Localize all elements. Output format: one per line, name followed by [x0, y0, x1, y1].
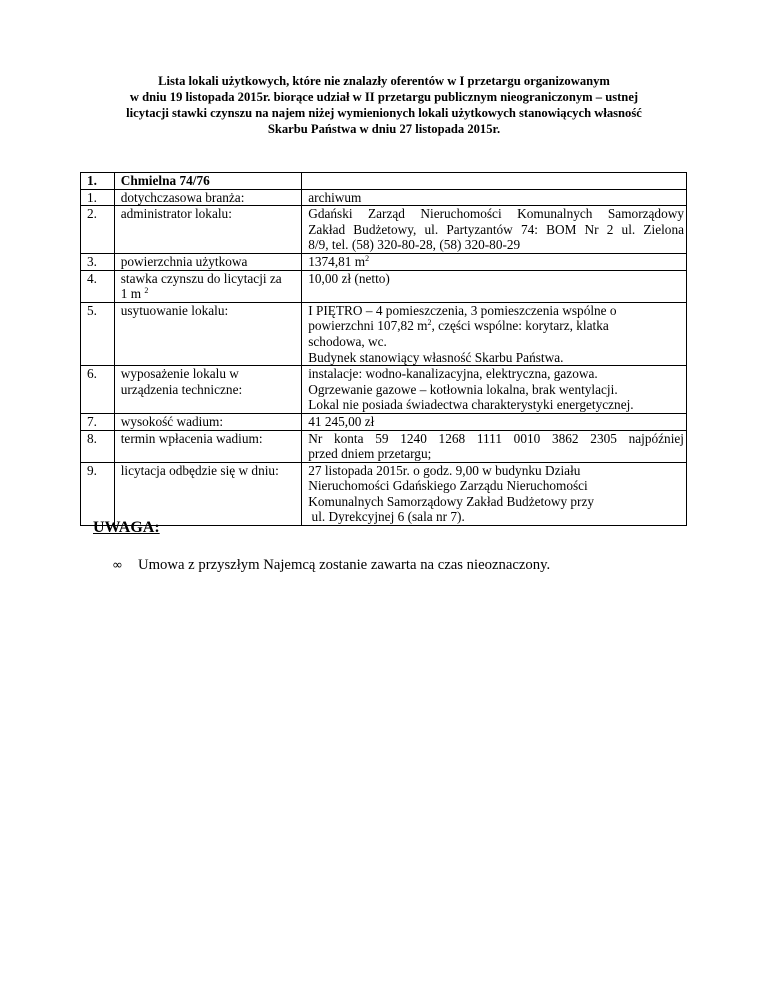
row-number: 9.	[81, 462, 115, 525]
row-label	[114, 430, 302, 462]
value-line: archiwum	[308, 189, 362, 205]
row-value	[302, 462, 687, 525]
row-number: 8.	[81, 430, 115, 462]
title-line: licytacji stawki czynszu na najem niżej wymienionych lokali użytkowych stanowiących własność	[126, 106, 642, 120]
row-value	[302, 206, 687, 254]
value-line: schodowa, wc.	[308, 333, 387, 349]
row-label	[114, 413, 302, 430]
table-row	[81, 206, 687, 254]
row-label	[114, 302, 302, 365]
value-line: przed dniem przetargu;	[308, 446, 432, 462]
value-text: , części wspólne: korytarz, klatka	[431, 318, 609, 334]
row-value	[302, 253, 687, 270]
title-line: w dniu 19 listopada 2015r. biorące udział w II przetargu publicznym nieograniczonym – ustnej	[129, 90, 639, 104]
value-line: Nieruchomości Gdańskiego Zarządu Nieruchomości	[308, 478, 588, 494]
value-line: 10,00 zł (netto)	[308, 270, 390, 286]
row-label	[114, 206, 302, 254]
value-line: Ogrzewanie gazowe – kotłownia lokalna, brak wentylacji.	[308, 381, 618, 397]
infinity-bullet-icon: ∞	[112, 558, 123, 573]
value-line: Zakład Budżetowy, ul. Partyzantów 74: BOM Nr 2 ul. Zielona	[308, 221, 684, 237]
row-number: 1.	[81, 189, 115, 206]
row-number: 7.	[81, 413, 115, 430]
row-value	[302, 270, 687, 302]
unit-text: 1 m	[120, 286, 142, 302]
label-line: wysokość wadium:	[120, 413, 224, 429]
row-label	[114, 270, 302, 302]
row-value	[302, 302, 687, 365]
table-row	[81, 413, 687, 430]
value-line: Nr konta 59 1240 1268 1111 0010 3862 2305 najpóźniej	[308, 430, 684, 446]
value-line: Gdański Zarząd Nieruchomości Komunalnych Samorządowy	[308, 206, 684, 222]
title-line: Skarbu Państwa w dniu 27 listopada 2015r.	[267, 122, 501, 136]
row-number: 2.	[81, 206, 115, 254]
row-value	[302, 430, 687, 462]
document-title	[96, 73, 672, 137]
row-number: 6.	[81, 366, 115, 414]
value-line: 27 listopada 2015r. o godz. 9,00 w budynku Działu	[308, 462, 581, 478]
area-value: 1374,81 m	[308, 253, 366, 269]
row-label	[114, 253, 302, 270]
row-value	[302, 413, 687, 430]
label-line: stawka czynszu do licytacji za	[120, 270, 282, 286]
value-line: 41 245,00 zł	[308, 413, 375, 429]
value-line: Lokal nie posiada świadectwa charakterystyki energetycznej.	[308, 397, 634, 413]
table-row	[81, 366, 687, 414]
label-line: urządzenia techniczne:	[120, 381, 243, 397]
value-line: Komunalnych Samorządowy Zakład Budżetowy przy	[308, 493, 595, 509]
header-number: 1.	[81, 173, 115, 190]
notice-item	[112, 557, 550, 574]
row-label	[114, 462, 302, 525]
value-line: 8/9, tel. (58) 320-80-28, (58) 320-80-29	[308, 237, 521, 253]
row-number: 4.	[81, 270, 115, 302]
table-row	[81, 462, 687, 525]
table-header-row	[81, 173, 687, 190]
superscript: 2	[427, 318, 432, 328]
row-value	[302, 189, 687, 206]
row-number: 3.	[81, 253, 115, 270]
value-line: ul. Dyrekcyjnej 6 (sala nr 7).	[308, 509, 465, 525]
row-value	[302, 366, 687, 414]
label-line: usytuowanie lokalu:	[120, 302, 229, 318]
title-line: Lista lokali użytkowych, które nie znalazły oferentów w I przetargu organizowanym	[158, 74, 610, 88]
notice-text: Umowa z przyszłym Najemcą zostanie zawarta na czas nieoznaczony.	[138, 557, 551, 573]
notice-heading: UWAGA:	[93, 519, 160, 536]
label-line: licytacja odbędzie się w dniu:	[120, 462, 279, 478]
row-label	[114, 366, 302, 414]
table-row	[81, 270, 687, 302]
table-row	[81, 302, 687, 365]
address-heading: Chmielna 74/76	[114, 173, 302, 190]
label-line: administrator lokalu:	[120, 206, 232, 222]
value-line	[308, 318, 684, 334]
header-empty-cell	[302, 173, 687, 190]
label-line	[121, 286, 300, 302]
label-line: termin wpłacenia wadium:	[120, 430, 263, 446]
superscript: 2	[144, 286, 149, 296]
row-label	[114, 189, 302, 206]
value-line: I PIĘTRO – 4 pomieszczenia, 3 pomieszczenia wspólne o	[308, 302, 617, 318]
label-line: powierzchnia użytkowa	[120, 253, 248, 269]
table-row	[81, 189, 687, 206]
value-line: instalacje: wodno-kanalizacyjna, elektryczna, gazowa.	[308, 366, 598, 382]
value-line: Budynek stanowiący własność Skarbu Państwa.	[308, 349, 564, 365]
superscript: 2	[365, 253, 370, 263]
row-number: 5.	[81, 302, 115, 365]
value-text: powierzchni 107,82 m	[308, 318, 428, 334]
value-line	[308, 254, 684, 270]
table-row	[81, 253, 687, 270]
label-line: dotychczasowa branża:	[120, 189, 245, 205]
premises-table	[80, 172, 687, 526]
label-line: wyposażenie lokalu w	[120, 366, 239, 382]
table-row	[81, 430, 687, 462]
